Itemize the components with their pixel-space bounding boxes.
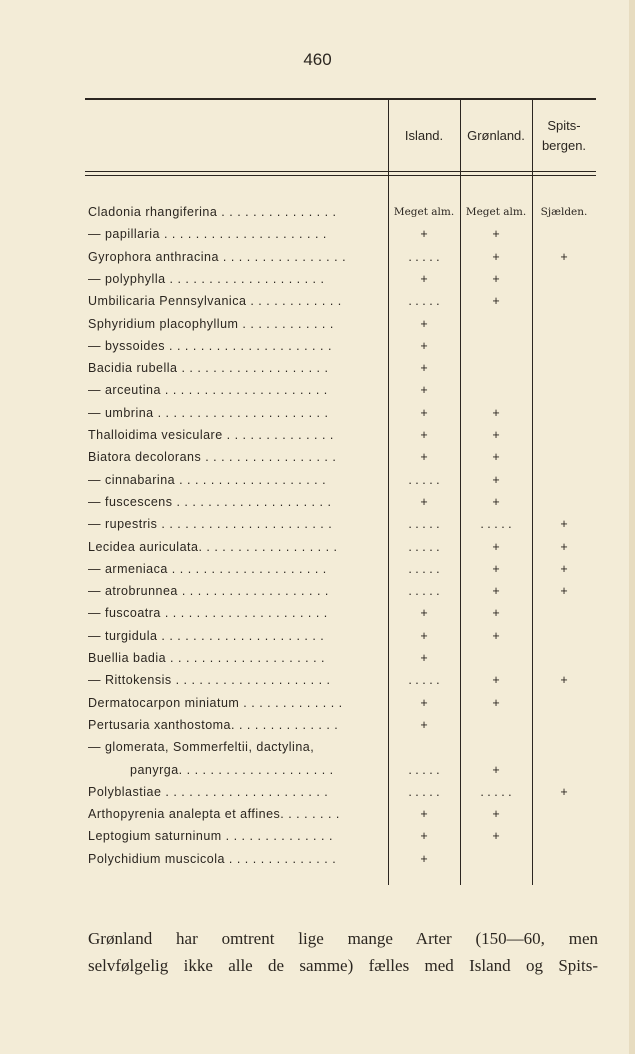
table-row [0,825,635,847]
cell-island: Meget alm. [393,206,455,218]
cell-island: + [420,807,428,822]
table-row [0,246,635,268]
species-name: Polyblastiae . . . . . . . . . . . . . . . . . . . . . [88,784,329,799]
table-row [0,290,635,312]
cell-gronland: + [492,428,500,442]
cell-island: + [420,717,428,732]
cell-gronland: . . . . . [480,517,512,532]
table-row [0,513,635,535]
cell-gronland: + [492,249,500,264]
cell-island: . . . . . [408,249,440,264]
cell-spitsbergen: + [560,517,568,532]
table-row [0,848,635,870]
table-row [0,536,635,558]
cell-island: + [420,338,428,353]
table-row [0,268,635,290]
species-name: — byssoides . . . . . . . . . . . . . . . . . . . . . [88,338,332,353]
cell-gronland: + [492,628,500,643]
cell-gronland: + [492,271,500,286]
table-row [0,201,635,223]
table-row [0,803,635,825]
cell-island: + [420,829,428,844]
table-row [0,424,635,446]
species-name: Buellia badia . . . . . . . . . . . . . . . . . . . . [88,651,325,665]
species-name: Arthopyrenia analepta et affines. . . . . . . . [88,807,340,822]
table-row [0,402,635,424]
cell-gronland: + [492,472,500,487]
header-rule-1 [85,171,596,172]
cell-gronland: + [492,829,500,844]
cell-island: + [420,851,428,866]
col-header-island: Island. [404,128,444,143]
cell-island: . . . . . [408,294,440,309]
cell-gronland: + [492,294,500,309]
body-paragraph [88,925,598,979]
table-row [0,469,635,491]
table-row [0,669,635,691]
cell-island: + [420,383,428,398]
page-number: 460 [303,50,332,69]
cell-island: + [420,361,428,376]
species-name: panyrga. . . . . . . . . . . . . . . . . . . . [130,762,334,777]
species-name: Leptogium saturninum . . . . . . . . . . . . . . [88,829,333,844]
cell-island: + [420,428,428,442]
cell-island: . . . . . [408,784,440,799]
table-row [0,313,635,335]
table-row [0,759,635,781]
cell-gronland: + [492,584,500,599]
table-row [0,558,635,580]
species-name: Lecidea auriculata. . . . . . . . . . . . . . . . . . [88,539,338,554]
cell-gronland: + [492,762,500,777]
col-header-spitsbergen-line2: bergen. [541,138,587,153]
cell-island: + [420,316,428,331]
table-row [0,714,635,736]
cell-island: . . . . . [408,584,440,599]
cell-spitsbergen: + [560,249,568,264]
species-name: Polychidium muscicola . . . . . . . . . . . . . . [88,851,337,866]
page-edge [629,0,635,1054]
species-name: — Rittokensis . . . . . . . . . . . . . . . . . . . . [88,673,331,688]
species-name: Bacidia rubella . . . . . . . . . . . . . . . . . . . [88,361,329,376]
col-header-gronland: Grønland. [467,128,525,143]
species-name: Sphyridium placophyllum . . . . . . . . . . . . [88,316,334,331]
table-top-rule [85,98,596,100]
cell-island: . . . . . [408,762,440,777]
species-name: — armeniaca . . . . . . . . . . . . . . . . . . . . [88,561,327,576]
species-name: — arceutina . . . . . . . . . . . . . . . . . . . . . [88,383,328,398]
cell-gronland: + [492,494,500,509]
table-row [0,379,635,401]
table-row [0,357,635,379]
cell-island: + [420,405,428,420]
table-row [0,647,635,669]
paragraph-line-1: Grønland har omtrent lige mange Arter (150—60, men [88,929,598,948]
cell-spitsbergen: Sjælden. [540,206,588,218]
table-row [0,491,635,513]
species-name: — glomerata, Sommerfeltii, dactylina, [88,740,315,755]
species-name: — umbrina . . . . . . . . . . . . . . . . . . . . . . [88,405,329,420]
col-header-spitsbergen-line1: Spits- [547,118,581,133]
species-name: — cinnabarina . . . . . . . . . . . . . . . . . . . [88,472,327,487]
cell-island: + [420,628,428,643]
paragraph-line-2: selvfølgelig ikke alle de samme) fælles med Island og Spits- [88,956,598,975]
species-name: Umbilicaria Pennsylvanica . . . . . . . . . . . . [88,294,342,309]
species-name: — fuscoatra . . . . . . . . . . . . . . . . . . . . . [88,606,328,621]
species-name: — atrobrunnea . . . . . . . . . . . . . . . . . . . [88,584,329,599]
table-row [0,580,635,602]
cell-island: + [420,695,428,710]
cell-gronland: + [492,673,500,688]
cell-island: + [420,651,428,665]
table-row [0,625,635,647]
species-name: Cladonia rhangiferina . . . . . . . . . . . . . . . [88,205,337,219]
cell-spitsbergen: + [560,784,568,799]
cell-gronland: + [492,227,500,242]
table-row [0,223,635,245]
cell-gronland: + [492,539,500,554]
table-row [0,335,635,357]
col-header-spitsbergen [532,116,596,156]
cell-gronland: . . . . . [480,784,512,799]
cell-island: + [420,227,428,242]
cell-spitsbergen: + [560,539,568,554]
cell-gronland: + [492,561,500,576]
species-name: Gyrophora anthracina . . . . . . . . . . . . . . . . [88,249,347,264]
species-name: — fuscescens . . . . . . . . . . . . . . . . . . . . [88,494,332,509]
cell-island: + [420,450,428,465]
cell-island: + [420,494,428,509]
cell-island: . . . . . [408,561,440,576]
cell-island: . . . . . [408,472,440,487]
cell-spitsbergen: + [560,561,568,576]
cell-spitsbergen: + [560,584,568,599]
table-row [0,602,635,624]
cell-gronland: + [492,695,500,710]
cell-island: + [420,606,428,621]
cell-island: . . . . . [408,517,440,532]
cell-island: . . . . . [408,673,440,688]
species-name: — rupestris . . . . . . . . . . . . . . . . . . . . . . [88,517,333,532]
cell-spitsbergen: + [560,673,568,688]
cell-island: + [420,271,428,286]
species-name: — polyphylla . . . . . . . . . . . . . . . . . . . . [88,271,325,286]
cell-gronland: + [492,807,500,822]
species-name: Biatora decolorans . . . . . . . . . . . . . . . . . [88,450,337,465]
cell-gronland: Meget alm. [465,206,527,218]
header-rule-2 [85,175,596,176]
species-name: — papillaria . . . . . . . . . . . . . . . . . . . . . [88,227,327,242]
table-row [0,781,635,803]
cell-gronland: + [492,405,500,420]
species-name: Pertusaria xanthostoma. . . . . . . . . . . . . . [88,717,339,732]
species-name: Thalloidima vesiculare . . . . . . . . . . . . . . [88,428,334,442]
table-row [0,692,635,714]
species-name: Dermatocarpon miniatum . . . . . . . . . . . . . [88,695,343,710]
cell-gronland: + [492,450,500,465]
table-row [0,446,635,468]
cell-island: . . . . . [408,539,440,554]
species-name: — turgidula . . . . . . . . . . . . . . . . . . . . . [88,628,325,643]
table-row [0,736,635,758]
cell-gronland: + [492,606,500,621]
